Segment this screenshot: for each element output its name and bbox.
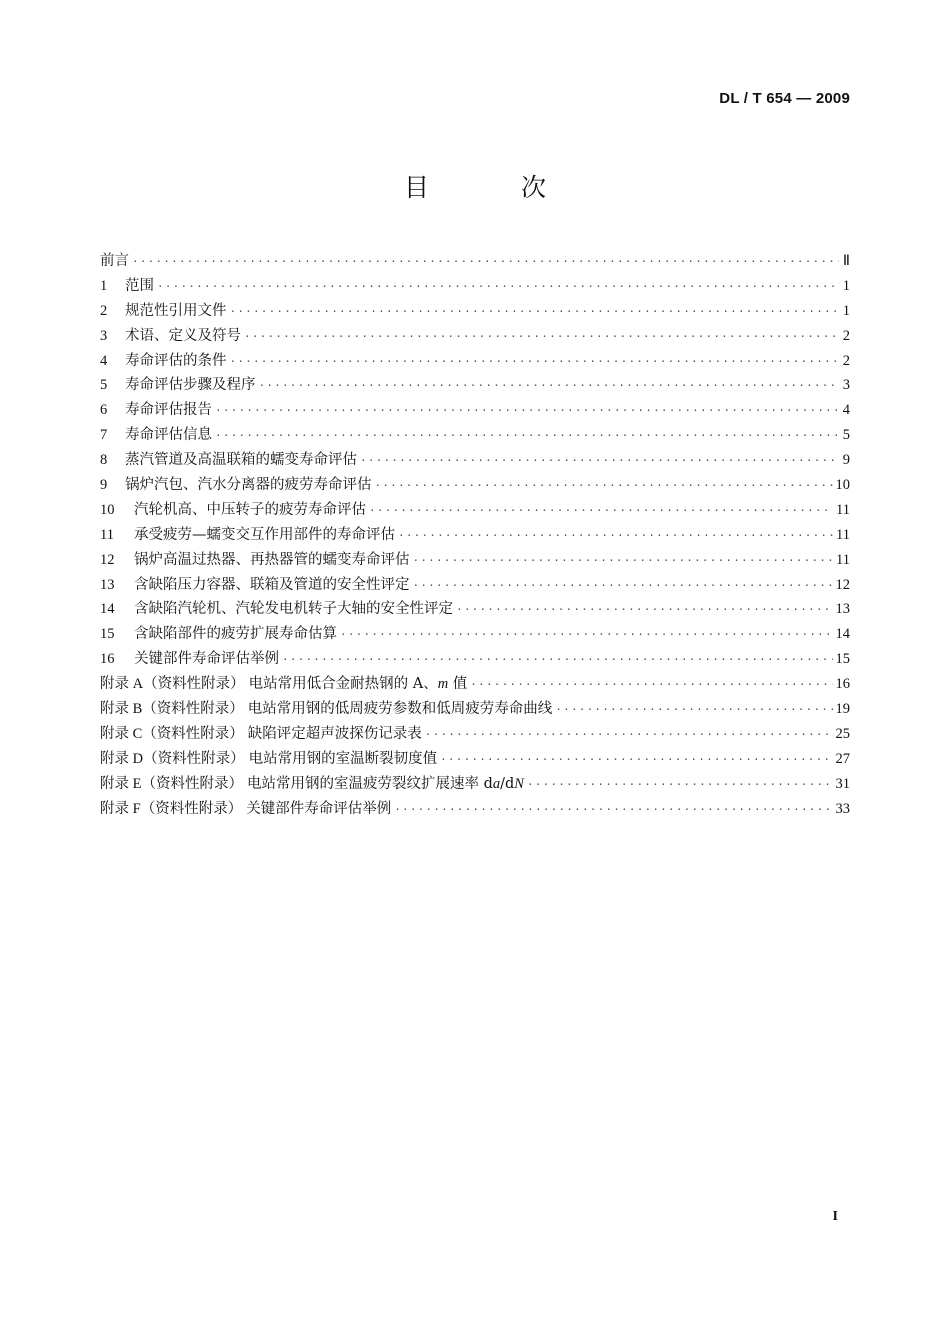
toc-entry-page: 33	[835, 800, 850, 817]
toc-entry[interactable]	[100, 423, 850, 448]
toc-leader	[360, 454, 839, 467]
toc-entry[interactable]	[100, 573, 850, 598]
toc-entry-title: 承受疲劳—蠕变交互作用部件的寿命评估	[134, 526, 395, 543]
toc-leader	[375, 479, 833, 492]
appendix-title: 电站常用钢的低周疲劳参数和低周疲劳寿命曲线	[247, 701, 553, 718]
toc-entry[interactable]	[100, 473, 850, 498]
toc-entry-title: 规范性引用文件	[125, 302, 227, 319]
toc-leader	[230, 305, 840, 318]
toc-appendix-c[interactable]	[100, 722, 850, 747]
toc-leader	[413, 554, 834, 567]
toc-appendix-b[interactable]	[100, 697, 850, 722]
toc-leader	[340, 628, 833, 641]
toc-leader	[425, 728, 833, 741]
toc-entry-page: 5	[842, 427, 850, 444]
appendix-title: 缺陷评定超声波探伤记录表	[247, 725, 422, 742]
toc-entry-page: 19	[835, 701, 850, 718]
toc-entry-title: 关键部件寿命评估举例	[134, 651, 279, 668]
toc-entry[interactable]	[100, 274, 850, 299]
toc-entry-title: 锅炉高温过热器、再热器管的蠕变寿命评估	[134, 551, 410, 568]
toc-entry[interactable]	[100, 622, 850, 647]
toc-leader	[456, 603, 833, 616]
appendix-title: 关键部件寿命评估举例	[246, 800, 392, 817]
appendix-label: 附录 A（资料性附录）	[100, 676, 245, 693]
toc-entry-number: 11	[100, 526, 114, 543]
toc-leader	[470, 678, 832, 691]
toc-entry-number: 5	[100, 377, 108, 394]
toc-entry-title: 含缺陷部件的疲劳扩展寿命估算	[134, 626, 337, 643]
toc-leader	[369, 504, 833, 517]
toc-entry-page: 25	[835, 725, 850, 742]
toc-entry-title: 寿命评估步骤及程序	[125, 377, 256, 394]
toc-entry-title: 寿命评估报告	[125, 402, 212, 419]
toc-appendix-a[interactable]	[100, 672, 850, 697]
toc-leader	[132, 255, 839, 268]
toc-entry-page: 11	[836, 501, 850, 518]
toc-entry[interactable]	[100, 448, 850, 473]
toc-entry-page: 31	[835, 775, 850, 792]
appendix-label: 附录 F（资料性附录）	[100, 800, 243, 817]
toc-leader	[282, 653, 833, 666]
toc-entry-page: 14	[835, 626, 850, 643]
toc-entry[interactable]	[100, 299, 850, 324]
toc-entry[interactable]	[100, 349, 850, 374]
toc-entry-number: 4	[100, 352, 108, 369]
toc-entry-number: 13	[100, 576, 115, 593]
toc-entry-page: 12	[835, 576, 850, 593]
toc-entry[interactable]	[100, 597, 850, 622]
toc-entry-number: 7	[100, 427, 108, 444]
toc-entry[interactable]	[100, 398, 850, 423]
toc-leader	[527, 778, 833, 791]
toc-entry[interactable]	[100, 498, 850, 523]
toc-leader	[555, 703, 832, 716]
toc-leader	[440, 753, 832, 766]
toc-entry-title: 寿命评估的条件	[125, 352, 227, 369]
toc-entry[interactable]	[100, 548, 850, 573]
appendix-label: 附录 C（资料性附录）	[100, 725, 244, 742]
appendix-label: 附录 E（资料性附录）	[100, 775, 243, 792]
toc-entry-number: 10	[100, 501, 115, 518]
toc-entry-page: 13	[835, 601, 850, 618]
toc-entry-page: 9	[842, 452, 850, 469]
toc-appendix-e[interactable]	[100, 772, 850, 797]
appendix-title: 电站常用钢的室温疲劳裂纹扩展速率 da/dN	[246, 775, 524, 792]
toc-entry-title: 范围	[125, 277, 154, 294]
toc-appendix-f[interactable]	[100, 797, 850, 822]
toc-entry-title: 含缺陷压力容器、联箱及管道的安全性评定	[134, 576, 410, 593]
toc-entry-page: 4	[842, 402, 850, 419]
toc-entry-title: 前言	[100, 253, 129, 269]
toc-entry-page: 10	[835, 477, 850, 494]
toc-leader	[215, 404, 839, 417]
toc-entry-page: Ⅱ	[842, 253, 850, 269]
toc-leader	[413, 579, 833, 592]
table-of-contents	[100, 249, 850, 821]
toc-entry-page: 1	[842, 302, 850, 319]
toc-leader	[259, 379, 840, 392]
toc-entry-number: 6	[100, 402, 108, 419]
toc-entry-number: 3	[100, 327, 108, 344]
toc-entry-number: 14	[100, 601, 115, 618]
toc-entry-page: 3	[842, 377, 850, 394]
toc-entry-number: 16	[100, 651, 115, 668]
toc-entry-number: 15	[100, 626, 115, 643]
toc-leader	[244, 330, 839, 343]
toc-leader	[398, 529, 833, 542]
toc-entry-title: 术语、定义及符号	[125, 327, 241, 344]
appendix-label: 附录 D（资料性附录）	[100, 750, 245, 767]
toc-entry-title: 蒸汽管道及高温联箱的蠕变寿命评估	[125, 452, 357, 469]
toc-entry-page: 1	[842, 277, 850, 294]
appendix-title: 电站常用低合金耐热钢的 A、m 值	[248, 676, 468, 693]
toc-entry-title: 锅炉汽包、汽水分离器的疲劳寿命评估	[125, 477, 372, 494]
toc-entry-number: 1	[100, 277, 108, 294]
appendix-label: 附录 B（资料性附录）	[100, 701, 244, 718]
toc-entry-page: 15	[835, 651, 850, 668]
toc-entry-page: 27	[835, 750, 850, 767]
toc-entry-page: 16	[835, 676, 850, 693]
standard-code: DL / T 654 — 2009	[719, 90, 850, 107]
toc-entry-title: 汽轮机高、中压转子的疲劳寿命评估	[134, 501, 366, 518]
toc-entry-number: 9	[100, 477, 108, 494]
toc-entry-page: 11	[836, 526, 850, 543]
toc-appendix-d[interactable]	[100, 747, 850, 772]
toc-entry-title: 含缺陷汽轮机、汽轮发电机转子大轴的安全性评定	[134, 601, 453, 618]
toc-entry-page: 2	[842, 327, 850, 344]
toc-entry-title: 寿命评估信息	[125, 427, 212, 444]
toc-entry-number: 8	[100, 452, 108, 469]
toc-entry[interactable]	[100, 523, 850, 548]
toc-entry-preface[interactable]	[100, 249, 850, 274]
toc-entry-number: 2	[100, 302, 108, 319]
toc-entry[interactable]	[100, 373, 850, 398]
toc-leader	[230, 355, 840, 368]
toc-leader	[215, 429, 839, 442]
toc-entry-page: 2	[842, 352, 850, 369]
page-number: I	[832, 1209, 838, 1224]
toc-entry[interactable]	[100, 647, 850, 672]
toc-entry-page: 11	[836, 551, 850, 568]
appendix-title: 电站常用钢的室温断裂韧度值	[248, 750, 438, 767]
toc-entry[interactable]	[100, 324, 850, 349]
toc-leader	[157, 280, 839, 293]
toc-entry-number: 12	[100, 551, 115, 568]
toc-leader	[394, 803, 832, 816]
page-title: 目 次	[404, 173, 588, 202]
